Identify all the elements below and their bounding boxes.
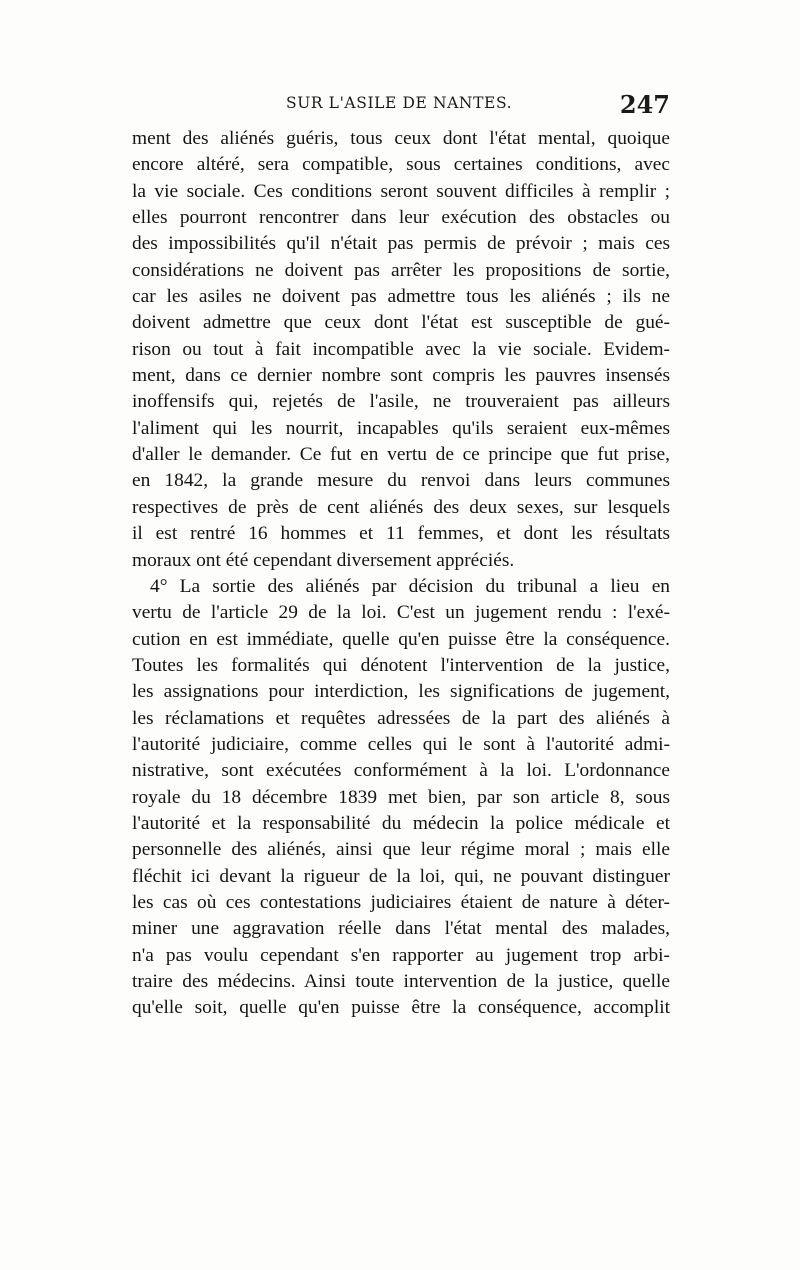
text-line: inoffensifs qui, rejetés de l'asile, ne trouveraient pas ailleurs — [132, 391, 670, 413]
running-title: SUR L'ASILE DE NANTES. — [286, 94, 513, 112]
text-line: miner une aggravation réelle dans l'état mental des malades, — [132, 918, 670, 940]
text-line: fléchit ici devant la rigueur de la loi, qui, ne pouvant distinguer — [132, 865, 670, 887]
text-line: des impossibilités qu'il n'était pas permis de prévoir ; mais ces — [132, 233, 670, 255]
text-line: les cas où ces contestations judiciaires étaient de nature à déter- — [132, 891, 670, 913]
text-line: ment, dans ce dernier nombre sont compris les pauvres insensés — [132, 365, 670, 387]
text-line: traire des médecins. Ainsi toute intervention de la justice, quelle — [132, 971, 670, 992]
page-number: 247 — [619, 90, 670, 119]
paragraph-start-line: 4° La sortie des aliénés par décision du tribunal a lieu en — [150, 575, 670, 597]
text-line: doivent admettre que ceux dont l'état est susceptible de gué- — [132, 312, 670, 334]
text-line: respectives de près de cent aliénés des deux sexes, sur lesquels — [132, 496, 670, 518]
text-line: en 1842, la grande mesure du renvoi dans leurs communes — [132, 470, 670, 492]
text-line: royale du 18 décembre 1839 met bien, par son article 8, sous — [132, 786, 670, 808]
text-line: encore altéré, sera compatible, sous certaines conditions, avec — [132, 154, 670, 176]
running-head — [132, 92, 670, 122]
text-line: Toutes les formalités qui dénotent l'intervention de la justice, — [132, 654, 670, 676]
text-line: n'a pas voulu cependant s'en rapporter au jugement trop arbi- — [132, 944, 670, 966]
text-line: il est rentré 16 hommes et 11 femmes, et dont les résultats — [132, 523, 670, 545]
text-line: qu'elle soit, quelle qu'en puisse être la conséquence, accomplit — [132, 997, 670, 1019]
text-line: rison ou tout à fait incompatible avec la vie sociale. Evidem- — [132, 338, 670, 360]
text-line: l'aliment qui les nourrit, incapables qu'ils seraient eux-mêmes — [132, 417, 670, 439]
text-line: les assignations pour interdiction, les significations de jugement, — [132, 681, 670, 703]
paragraph-end-line: moraux ont été cependant diversement appréciés. — [132, 549, 515, 571]
text-line: considérations ne doivent pas arrêter les propositions de sortie, — [132, 259, 670, 281]
text-line: car les asiles ne doivent pas admettre tous les aliénés ; ils ne — [132, 286, 670, 308]
text-line: l'autorité judiciaire, comme celles qui le sont à l'autorité admi- — [132, 733, 670, 755]
text-line: les réclamations et requêtes adressées de la part des aliénés à — [132, 707, 670, 729]
text-line: elles pourront rencontrer dans leur exécution des obstacles ou — [132, 207, 670, 229]
text-line: ment des aliénés guéris, tous ceux dont l'état mental, quoique — [132, 128, 670, 149]
text-line: l'autorité et la responsabilité du médecin la police médicale et — [132, 812, 670, 834]
text-line: la vie sociale. Ces conditions seront souvent difficiles à remplir ; — [132, 180, 670, 202]
text-line: vertu de l'article 29 de la loi. C'est un jugement rendu : l'exé- — [132, 602, 670, 624]
text-line: d'aller le demander. Ce fut en vertu de ce principe que fut prise, — [132, 444, 670, 466]
text-line: nistrative, sont exécutées conformément à la loi. L'ordonnance — [132, 760, 670, 782]
body-text — [132, 126, 670, 1022]
text-line: personnelle des aliénés, ainsi que leur régime moral ; mais elle — [132, 839, 670, 861]
text-line: cution en est immédiate, quelle qu'en puisse être la conséquence. — [132, 628, 670, 650]
